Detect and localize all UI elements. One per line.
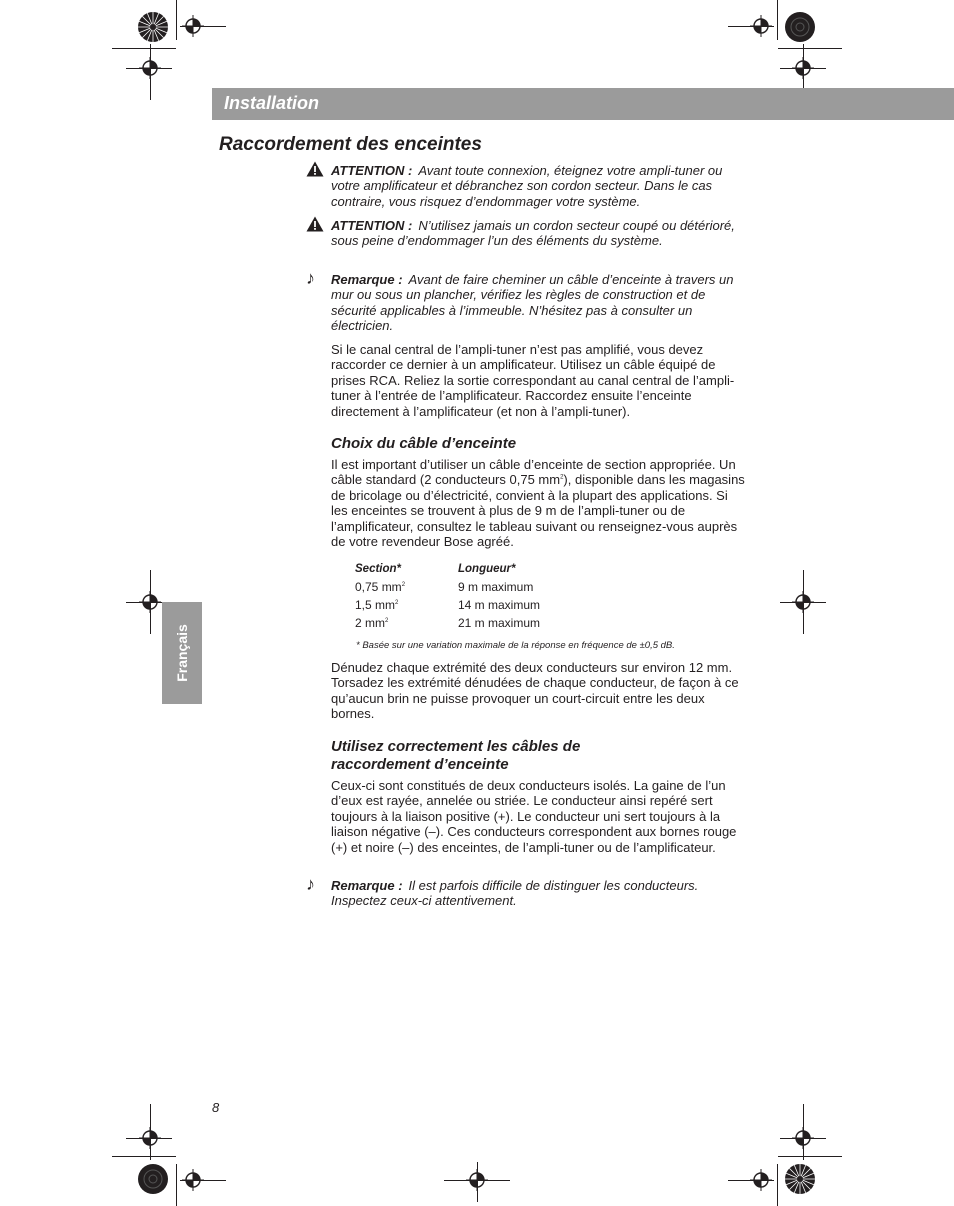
registration-target-icon [792,57,814,79]
subheading-cable-choice: Choix du câble d’enceinte [331,435,517,452]
cell-length: 14 m maximum [458,598,541,612]
note-text: Avant de faire cheminer un câble d’enceinte à travers un mur ou sous un plancher, vérifiez les règles de construction et de sécurité applicables à l’immeuble. N’hésitez pas à consulter un électricien. [331,272,734,334]
table-row [355,578,540,596]
music-note-icon: ♪ [306,874,315,894]
header-title: Installation [224,93,320,113]
subheading-use-cables: Utilisez correctement les câbles de raccordement d’enceinte [331,738,581,773]
superscript: 2 [560,475,564,482]
warning-block [331,218,746,249]
cell-section: 0,75 $mm^2$ [355,580,406,594]
paragraph-cable-choice [331,457,746,549]
language-tab-label: Français [174,624,190,682]
warning-block [331,163,746,209]
note-text: Il est parfois difficile de distinguer les conducteurs. Inspectez ceux-ci attentivement. [331,878,699,909]
note-block [331,272,746,334]
registration-target-icon [750,15,772,37]
note-label: Remarque : [331,272,403,287]
warning-triangle-icon [306,216,324,232]
music-note-icon: ♪ [306,268,315,288]
registration-target-icon [792,591,814,613]
warning-label: ATTENTION : [331,218,413,233]
note-block [331,878,746,909]
cable-spec-table [355,560,540,632]
page-number: 8 [212,1100,220,1115]
paragraph-center-channel: Si le canal central de l’ampli-tuner n’est pas amplifié, vous devez raccorder ce dernier à un amplificateur. Utilisez un câble équipé de prises RCA. Reliez la sortie correspondant au canal central de l’ampli-tuner à l’entrée de l’amplificateur. Raccordez ensuite l’enceinte directement à l’amplificateur (et non à l’ampli-tuner). [331,342,735,419]
note-label: Remarque : [331,878,403,893]
registration-target-icon [139,591,161,613]
registration-target-icon [182,1169,204,1191]
warning-text: N’utilisez jamais un cordon secteur coupé ou détérioré, sous peine d’endommager l’un des éléments du système. [331,218,735,249]
star-target-icon [137,11,169,43]
section-title: Raccordement des enceintes [219,134,482,155]
header-bar [212,88,954,120]
warning-label: ATTENTION : [331,163,413,178]
cell-section: 1,5 $mm^2$ [355,598,399,612]
table-header-row [355,560,540,578]
registration-target-icon [139,57,161,79]
star-target-icon [137,1163,169,1195]
cell-length: 21 m maximum [458,616,541,630]
table-row [355,596,540,614]
registration-target-icon [466,1169,488,1191]
column-header-length: Longueur* [458,563,516,575]
warning-triangle-icon [306,161,324,177]
star-target-icon [784,1163,816,1195]
registration-target-icon [750,1169,772,1191]
table-row [355,614,540,632]
paragraph-cable-choice-part-1: Il est important d’utiliser un câble d’enceinte de section appropriée. Un câble standard (2 conducteurs 0,75 mm [331,457,736,488]
star-target-icon [784,11,816,43]
language-tab [162,602,202,704]
warning-text: Avant toute connexion, éteignez votre ampli-tuner ou votre amplificateur et débranchez son cordon secteur. Dans le cas contraire, vous risquez d’endommager votre système. [331,163,723,209]
table-footnote: * Basée sur une variation maximale de la réponse en fréquence de ±0,5 dB. [356,640,675,651]
registration-target-icon [792,1127,814,1149]
paragraph-strip-wires: Dénudez chaque extrémité des deux conducteurs sur environ 12 mm. Torsadez les extrémité dénudées de chaque conducteur, de façon à ce qu’aucun brin ne puisse provoquer un court-circuit entre les deux bornes. [331,660,739,722]
registration-target-icon [182,15,204,37]
cell-length: 9 m maximum [458,580,534,594]
cell-section: 2 $mm^2$ [355,616,389,630]
registration-target-icon [139,1127,161,1149]
paragraph-cable-choice-part-2: ), disponible dans les magasins de bricolage ou d’électricité, convient à la plupart des applications. Si les enceintes se trouvent à plus de 9 m de l’ampli-tuner ou de l’amplificateur, consultez le tableau suivant ou renseignez-vous auprès de votre revendeur Bose agréé. [331,472,745,550]
paragraph-conductors: Ceux-ci sont constitués de deux conducteurs isolés. La gaine de l’un d’eux est rayée, annelée ou striée. Le conducteur ainsi repéré sert toujours à la liaison positive (+). Le conducteur uni sert toujours à la liaison négative (–). Ces conducteurs correspondent aux bornes rouge (+) et noire (–) des enceintes, de l’ampli-tuner ou de l’amplificateur. [331,778,737,855]
column-header-section: Section* [355,563,402,575]
